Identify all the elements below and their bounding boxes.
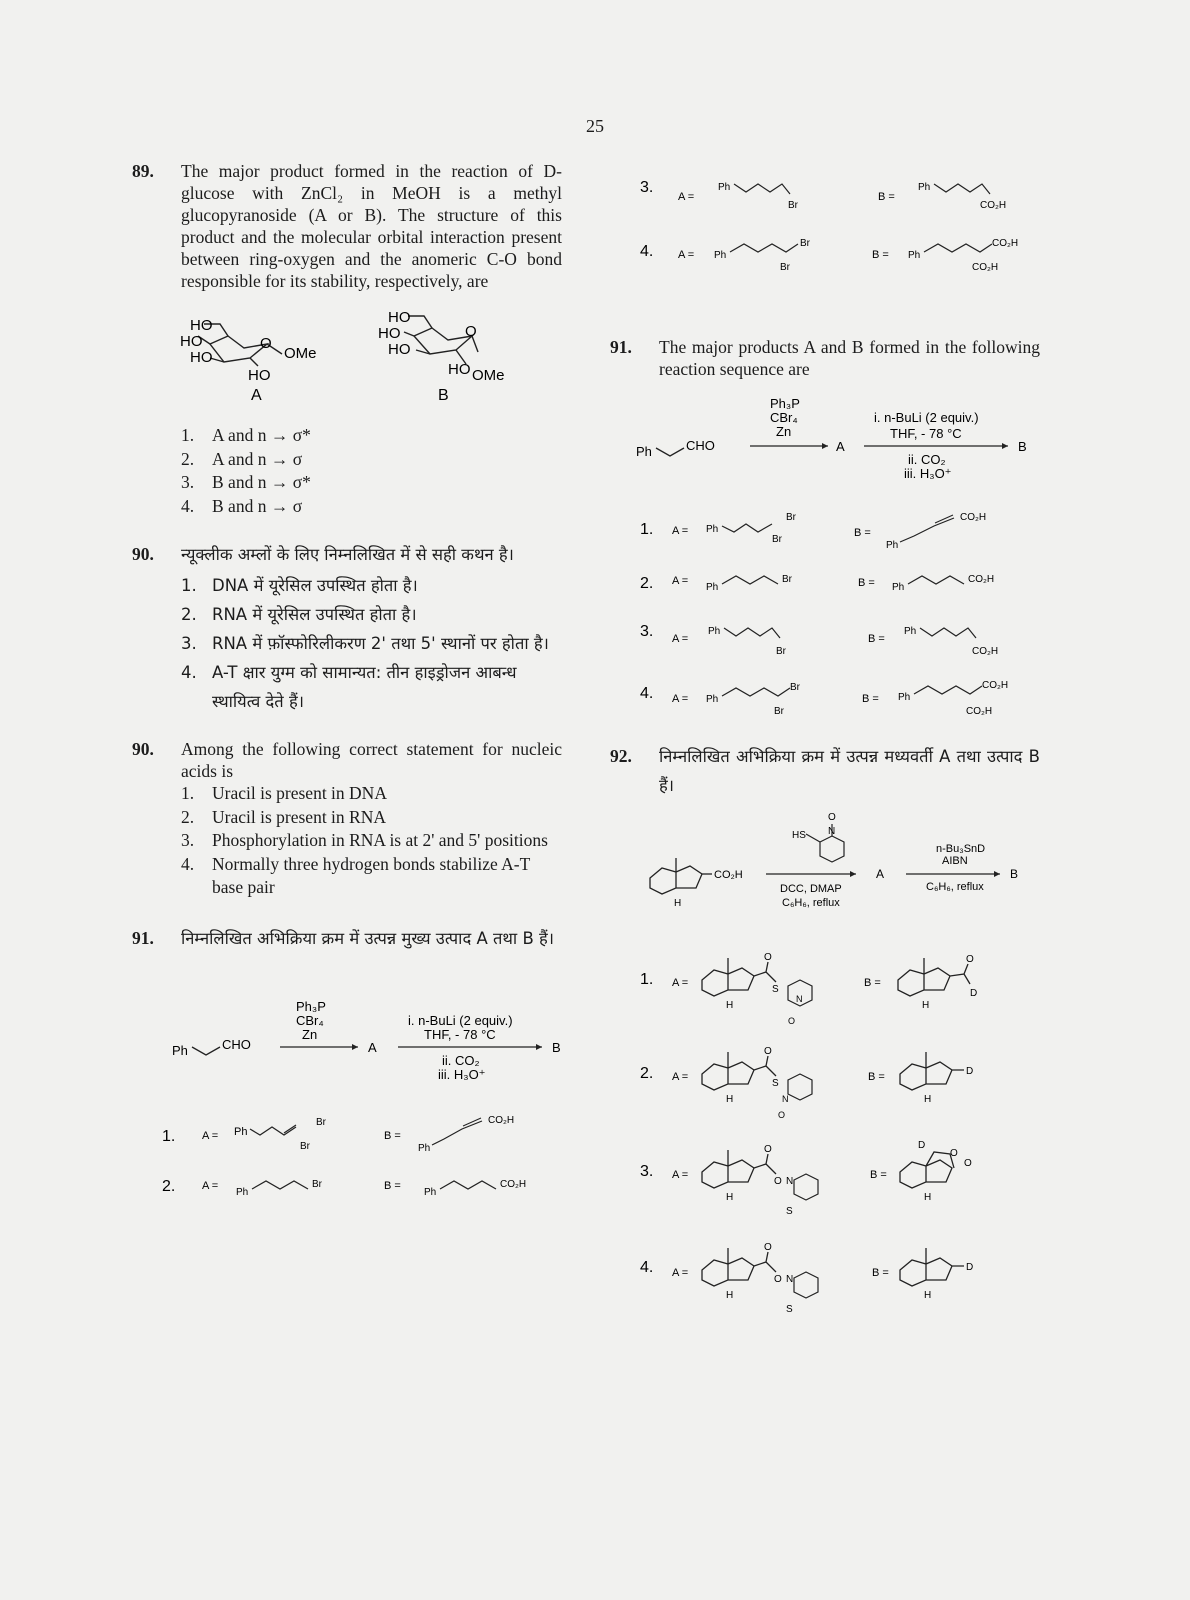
structure-label: Ph (706, 582, 719, 593)
ho-label: HO (388, 341, 411, 358)
structure-label: iii. H₃O⁺ (438, 1066, 486, 1082)
structure-label: Ph (718, 182, 731, 193)
structure-label: B = (868, 1071, 885, 1083)
reaction-scheme-91 (172, 995, 612, 1095)
structure-label: S (786, 1206, 793, 1217)
structure-label: Zn (776, 424, 792, 439)
q91-left-options (132, 1115, 562, 1225)
structure-label: S (786, 1304, 793, 1315)
structure-label: S (772, 1078, 779, 1089)
structure-label: Ph (908, 250, 921, 261)
ho-label: HO (180, 333, 203, 350)
structure-label: Br (780, 262, 790, 273)
structure-label: A = (672, 575, 689, 587)
structure-label: CO₂H (488, 1114, 515, 1126)
structure-label: A (876, 867, 885, 881)
structure-label: Br (316, 1116, 326, 1128)
structure-label: B = (870, 1169, 887, 1181)
structure-label: Br (800, 238, 810, 249)
structure-label: Br (788, 200, 798, 211)
structure-label: Br (782, 574, 792, 585)
structure-label: CO₂H (966, 706, 993, 717)
structure-label: CBr₄ (296, 1012, 324, 1028)
glucoside-structures (132, 306, 562, 416)
structure-label: O (764, 1144, 772, 1155)
question-90-english (132, 738, 562, 782)
question-text: निम्नलिखित अभिक्रिया क्रम में उत्पन्न मध्यवर्ती A तथा उत्पाद B हैं। (659, 747, 1040, 795)
structure-label: 4. (640, 685, 654, 702)
structure-label: Br (790, 682, 800, 693)
structure-label: B (552, 1039, 561, 1055)
question-89 (132, 160, 562, 292)
ring-o-label: O (465, 323, 477, 340)
structure-label: CHO (686, 438, 715, 453)
option-1 (162, 1115, 514, 1154)
structure-label: i. n-BuLi (2 equiv.) (874, 410, 979, 425)
structure-label: H (922, 1000, 930, 1011)
structure-label: 4. (640, 1259, 654, 1276)
q89-options (181, 424, 562, 518)
structure-label: 2. (162, 1177, 176, 1195)
structure-label: O (764, 1046, 772, 1057)
structure-label: Ph (418, 1142, 431, 1154)
option-4 (640, 1242, 973, 1315)
structure-label: HS (792, 830, 806, 841)
structure-label: H (726, 1000, 734, 1011)
structure-label: DCC, DMAP (780, 883, 842, 895)
structure-label: B = (878, 191, 895, 203)
reaction-scheme-92 (610, 808, 1040, 928)
structure-label: N (782, 1094, 789, 1104)
structure-label: A (368, 1039, 377, 1055)
option-3[interactable]: 3. Phosphorylation in RNA is at 2' and 5' positions (181, 830, 548, 850)
structure-label: Ph (636, 444, 652, 459)
option-2 (640, 1046, 973, 1120)
structure-label: Ph (708, 626, 721, 637)
ho-label: HO (448, 361, 471, 378)
structure-label: B = (384, 1179, 401, 1192)
ho-label: HO (248, 367, 271, 384)
question-text: Among the following correct statement for nucleic acids is (181, 739, 562, 781)
structure-label: A = (672, 1267, 689, 1279)
structure-label: AIBN (942, 855, 968, 867)
structure-label: Ph (886, 540, 899, 551)
structure-label: 1. (640, 971, 654, 988)
structure-label: Ph (234, 1125, 248, 1138)
structure-label: Ph (892, 582, 905, 593)
structure-label: A = (678, 191, 695, 203)
ho-label: HO (388, 309, 411, 326)
structure-label: Br (312, 1178, 322, 1190)
structure-label: N (786, 1176, 794, 1187)
structure-label: D (970, 988, 978, 999)
structure-label: D (966, 1262, 974, 1273)
structure-label: Br (772, 534, 782, 545)
structure-label: H (726, 1192, 734, 1203)
reaction-scheme-91 (636, 394, 1066, 490)
ho-label: HO (190, 317, 213, 334)
ho-label: HO (190, 349, 213, 366)
structure-label: O (774, 1176, 782, 1187)
structure-label: B (1018, 439, 1027, 454)
question-91-hindi (132, 924, 562, 953)
structure-label: ii. CO₂ (908, 452, 946, 467)
structure-label: A = (672, 1169, 689, 1181)
option-4 (640, 238, 1018, 273)
structure-label: Br (776, 646, 786, 657)
structure-label: D (966, 1066, 974, 1077)
option-2[interactable]: 2. Uracil is present in RNA (181, 806, 386, 827)
structure-label: B (1010, 867, 1019, 881)
option-3 (640, 623, 998, 657)
structure-label: O (950, 1148, 958, 1159)
structure-label: 2. (640, 575, 654, 592)
structure-label: THF, - 78 °C (424, 1026, 496, 1042)
structure-label: CHO (222, 1036, 251, 1052)
structure-label: CO₂H (714, 869, 743, 881)
q90-english-options (181, 782, 562, 900)
structure-label: Ph (706, 694, 719, 705)
structure-label: H (924, 1094, 932, 1105)
option-2 (640, 574, 994, 593)
structure-label: 1. (162, 1127, 176, 1145)
structure-label: A = (202, 1129, 219, 1142)
ring-o-label: O (260, 335, 272, 352)
question-number: 91. (132, 927, 154, 948)
structure-label: B = (862, 693, 879, 705)
structure-label: Br (786, 512, 796, 523)
structure-label: O (966, 954, 974, 965)
structure-label: C₆H₆, reflux (782, 897, 840, 909)
option-2[interactable]: 2. A and n → σ (181, 448, 303, 469)
structure-label: H (726, 1290, 734, 1301)
q90-hindi-options (181, 571, 562, 716)
structure-label: 3. (640, 1163, 654, 1180)
structure-label: B = (864, 977, 881, 989)
structure-label: 2. (640, 1065, 654, 1082)
structure-b-label: B (438, 387, 449, 404)
option-2 (162, 1178, 526, 1198)
option-3[interactable]: 3. RNA में फ़ॉस्फोरिलीकरण 2' तथा 5' स्थानों पर होता है। (181, 634, 549, 653)
structure-label: Ph₃P (770, 396, 800, 411)
structure-label: H (674, 898, 682, 909)
question-number: 90. (132, 739, 154, 759)
structure-label: N (828, 826, 836, 837)
pyridine-n-oxide-reagent (806, 824, 844, 862)
ome-label: OMe (284, 345, 317, 362)
structure-label: 1. (640, 521, 654, 538)
structure-label: B = (854, 527, 871, 539)
structure-label: 3. (640, 623, 654, 640)
structure-label: CBr₄ (770, 410, 798, 425)
option-4[interactable]: 4. Normally three hydrogen bonds stabilize A-T base pair (181, 853, 531, 897)
structure-label: N (786, 1274, 794, 1285)
structure-label: B = (858, 577, 875, 589)
structure-label: A = (672, 1071, 689, 1083)
structure-label: Ph (706, 524, 719, 535)
structure-label: Ph (424, 1186, 437, 1198)
option-1 (640, 512, 986, 551)
option-1[interactable]: 1. A and n → σ* (181, 425, 311, 445)
structure-label: O (764, 1242, 772, 1253)
structure-label: A = (672, 633, 689, 645)
structure-label: Ph (904, 626, 917, 637)
q91-right-options (610, 508, 1040, 718)
option-4[interactable]: 4. B and n → σ (181, 495, 303, 516)
structure-label: CO₂H (982, 680, 1009, 691)
ho-label: HO (378, 325, 401, 342)
structure-label: B = (868, 633, 885, 645)
option-2[interactable]: 2. RNA में यूरेसिल उपस्थित होता है। (181, 605, 417, 624)
structure-label: O (964, 1158, 972, 1169)
structure-label: O (778, 1110, 786, 1120)
structure-label: Zn (302, 1026, 318, 1042)
q91-options-continued (610, 168, 1040, 288)
option-1[interactable]: 1. Uracil is present in DNA (181, 783, 387, 803)
structure-label: CO₂H (500, 1178, 527, 1190)
structure-label: A = (672, 977, 689, 989)
structure-label: ii. CO₂ (442, 1052, 480, 1068)
option-3 (640, 1140, 972, 1217)
option-3[interactable]: 3. B and n → σ* (181, 472, 311, 492)
question-90-hindi (132, 540, 562, 569)
question-text: न्यूक्लीक अम्लों के लिए निम्नलिखित में से सही कथन है। (181, 545, 514, 564)
structure-label: C₆H₆, reflux (926, 881, 984, 893)
structure-label: CO₂H (972, 262, 999, 273)
structure-label: N (796, 994, 803, 1004)
structure-label: A = (678, 249, 695, 261)
option-1[interactable]: 1. DNA में यूरेसिल उपस्थित होता है। (181, 576, 418, 595)
structure-label: CO₂H (960, 512, 987, 523)
question-text: The major product formed in the reaction of D-glucose with ZnCl₂ in MeOH is a methyl glucopyranoside (A or B). The structure of this product and the molecular orbital interaction present between ring-oxygen and the anomeric C-O bond responsible for its stability, respectively, are (181, 161, 562, 291)
structure-label: H (924, 1192, 932, 1203)
left-column (132, 160, 562, 1225)
structure-label: B = (872, 1267, 889, 1279)
right-column (610, 160, 1040, 1340)
structure-label: i. n-BuLi (2 equiv.) (408, 1012, 513, 1028)
structure-label: Ph₃P (296, 998, 326, 1014)
question-text: The major products A and B formed in the following reaction sequence are (659, 337, 1040, 379)
ome-label: OMe (472, 367, 505, 384)
option-4 (640, 680, 1008, 717)
question-number: 89. (132, 161, 154, 181)
structure-label: A (836, 439, 845, 454)
structure-label: CO₂H (992, 238, 1019, 249)
structure-label: Br (774, 706, 784, 717)
structure-label: S (772, 984, 779, 995)
structure-label: THF, - 78 °C (890, 426, 962, 441)
option-4[interactable]: 4. A-T क्षार युग्म को सामान्यत: तीन हाइड्रोजन आबन्ध स्थायित्व देते हैं। (181, 663, 517, 711)
structure-label: A = (672, 693, 689, 705)
structure-label: 3. (640, 179, 654, 196)
structure-label: D (918, 1140, 926, 1151)
structure-label: H (924, 1290, 932, 1301)
structure-label: iii. H₃O⁺ (904, 466, 952, 481)
hydrindane-start (650, 858, 712, 894)
structure-label: 4. (640, 243, 654, 260)
structure-label: O (788, 1016, 796, 1026)
structure-label: CO₂H (968, 574, 995, 585)
page-number: 25 (586, 116, 604, 136)
structure-label: A = (202, 1179, 219, 1192)
structure-label: Ph (236, 1186, 249, 1198)
structure-label: O (774, 1274, 782, 1285)
structure-label: Ph (898, 692, 911, 703)
structure-a-label: A (251, 387, 262, 404)
structure-label: CO₂H (980, 200, 1007, 211)
structure-label: A = (672, 525, 689, 537)
question-91-english (610, 336, 1040, 380)
structure-label: n-Bu₃SnD (936, 843, 986, 855)
structure-label: B = (384, 1129, 401, 1142)
question-number: 91. (610, 337, 632, 357)
structure-label: O (764, 952, 772, 963)
structure-label: O (828, 812, 836, 823)
structure-label: H (726, 1094, 734, 1105)
structure-label: Br (300, 1140, 310, 1152)
structure-label: Ph (172, 1042, 188, 1058)
option-3 (640, 179, 1006, 211)
q92-options (610, 940, 1040, 1340)
option-1 (640, 952, 977, 1026)
question-number: 92. (610, 746, 632, 766)
question-92-hindi (610, 742, 1040, 800)
structure-label: Ph (714, 250, 727, 261)
question-text: निम्नलिखित अभिक्रिया क्रम में उत्पन्न मुख्य उत्पाद A तथा B हैं। (181, 928, 555, 948)
structure-label: CO₂H (972, 646, 999, 657)
structure-label: Ph (918, 182, 931, 193)
question-number: 90. (132, 544, 154, 564)
structure-label: B = (872, 249, 889, 261)
